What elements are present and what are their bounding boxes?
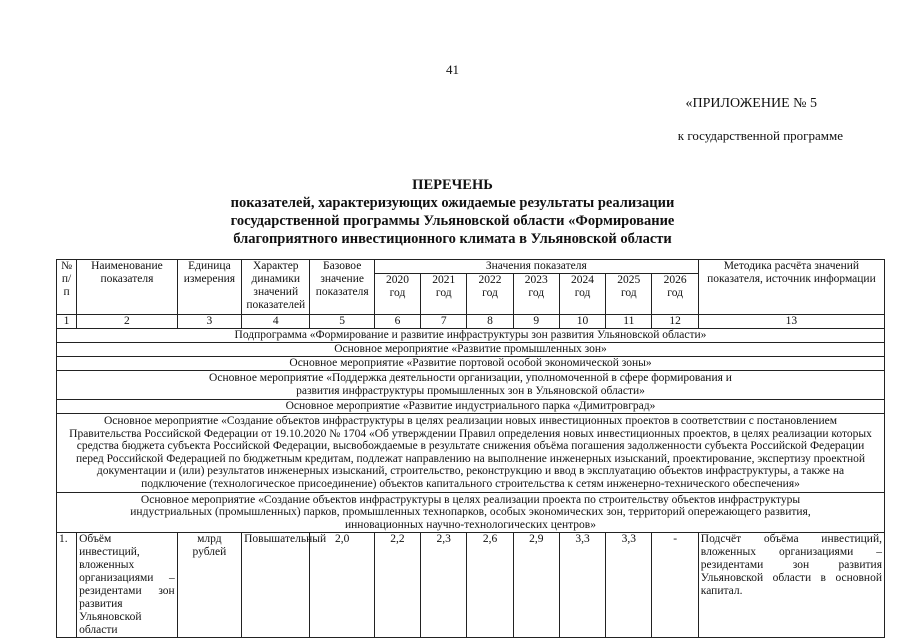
column-number: 10 (559, 315, 605, 329)
column-number: 8 (467, 315, 513, 329)
column-number: 13 (698, 315, 884, 329)
header-unit: Единица измерения (177, 260, 241, 315)
column-number: 6 (374, 315, 420, 329)
row-num: 1. (57, 533, 77, 638)
header-name: Наименование показателя (77, 260, 178, 315)
header-row (57, 260, 885, 274)
column-number: 12 (652, 315, 698, 329)
section-row (57, 400, 885, 414)
section-new-investment-projects: Основное мероприятие «Создание объектов инфраструктуры в целях реализации новых инвестиционных проектов в соответствии с постановлением Правительства Российской Федерации от 19.10.2020 № 1704 «Об утверждении Правил определения новых инвестиционных проектов, в целях реализации которых средства бюджета субъекта Российской Федерации, высвобождаемые в результате снижения объёма погашения задолженности субъекта Российской Федерации перед Российской Федерацией по бюджетным кредитам, подлежат направлению на выполнение инженерных изысканий, проектирование, экспертизу проектной документации и (или) результатов инженерных изысканий, строительство, реконструкцию и ввод в эксплуатацию объектов инфраструктуры, а также на подключение (технологическое присоединение) объектов капитального строительства к сетям инженерно-технического обеспечения» (57, 414, 885, 493)
column-number: 2 (77, 315, 178, 329)
indicators-table (56, 259, 885, 638)
section-row (57, 414, 885, 493)
section-subprogram: Подпрограмма «Формирование и развитие инфраструктуры зон развития Ульяновской области» (57, 329, 885, 343)
section-infrastructure-parks: Основное мероприятие «Создание объектов инфраструктуры в целях реализации проекта по строительству объектов инфраструктуры индустриальных (промышленных) парков, промышленных технопарков, особых экономических зон, территорий опережающего развития, инновационных научно-технологических центров» (57, 492, 885, 533)
section-row (57, 371, 885, 400)
header-method: Методика расчёта значений показателя, источник информации (698, 260, 884, 315)
row-value-2026: - (652, 533, 698, 638)
page-number: 41 (446, 62, 459, 77)
year-header: 2022 год (467, 274, 513, 315)
row-base-value: 2,0 (310, 533, 374, 638)
document-title: ПЕРЕЧЕНЬ (412, 177, 493, 193)
section-row (57, 492, 885, 533)
section-support-organization: Основное мероприятие «Поддержка деятельности организации, уполномоченной в сфере формирования и развития инфраструктуры промышленных зон в Ульяновской области» (57, 371, 885, 400)
row-value-2025: 3,3 (606, 533, 652, 638)
column-numbers-row (57, 315, 885, 329)
column-number: 9 (513, 315, 559, 329)
year-header: 2024 год (559, 274, 605, 315)
document-subtitle-line-3: благоприятного инвестиционного климата в Ульяновской области (233, 231, 672, 247)
row-value-2022: 2,6 (467, 533, 513, 638)
column-number: 5 (310, 315, 374, 329)
row-name: Объём инвестиций, вложенных организациями – резидентами зон развития Ульяновской области (77, 533, 178, 638)
appendix-title: «ПРИЛОЖЕНИЕ № 5 (685, 96, 817, 111)
section-row (57, 329, 885, 343)
section-row (57, 343, 885, 357)
row-value-2023: 2,9 (513, 533, 559, 638)
column-number: 11 (606, 315, 652, 329)
row-value-2024: 3,3 (559, 533, 605, 638)
table-row (57, 533, 885, 638)
section-row (57, 357, 885, 371)
row-value-2020: 2,2 (374, 533, 420, 638)
year-header: 2020 год (374, 274, 420, 315)
header-values-group: Значения показателя (374, 260, 698, 274)
header-base: Базовое значение показателя (310, 260, 374, 315)
header-num: № п/п (57, 260, 77, 315)
header-dynamics: Характер динамики значений показателей (242, 260, 310, 315)
row-unit: млрд рублей (177, 533, 241, 638)
year-header: 2025 год (606, 274, 652, 315)
column-number: 1 (57, 315, 77, 329)
year-header: 2021 год (421, 274, 467, 315)
section-industrial-zones: Основное мероприятие «Развитие промышленных зон» (57, 343, 885, 357)
document-subtitle-line-1: показателей, характеризующих ожидаемые результаты реализации (230, 195, 675, 211)
document-subtitle-line-2: государственной программы Ульяновской области «Формирование (230, 213, 675, 229)
column-number: 4 (242, 315, 310, 329)
row-value-2021: 2,3 (421, 533, 467, 638)
column-number: 7 (421, 315, 467, 329)
section-dimitrovgrad-park: Основное мероприятие «Развитие индустриального парка «Димитровград» (57, 400, 885, 414)
year-header: 2026 год (652, 274, 698, 315)
year-header: 2023 год (513, 274, 559, 315)
row-dynamics: Повышательный (242, 533, 310, 638)
row-method: Подсчёт объёма инвестиций, вложенных организациями – резидентами зон развития Ульяновской области в основной капитал. (698, 533, 884, 638)
column-number: 3 (177, 315, 241, 329)
section-port-zone: Основное мероприятие «Развитие портовой особой экономической зоны» (57, 357, 885, 371)
appendix-subtitle: к государственной программе (677, 128, 843, 143)
